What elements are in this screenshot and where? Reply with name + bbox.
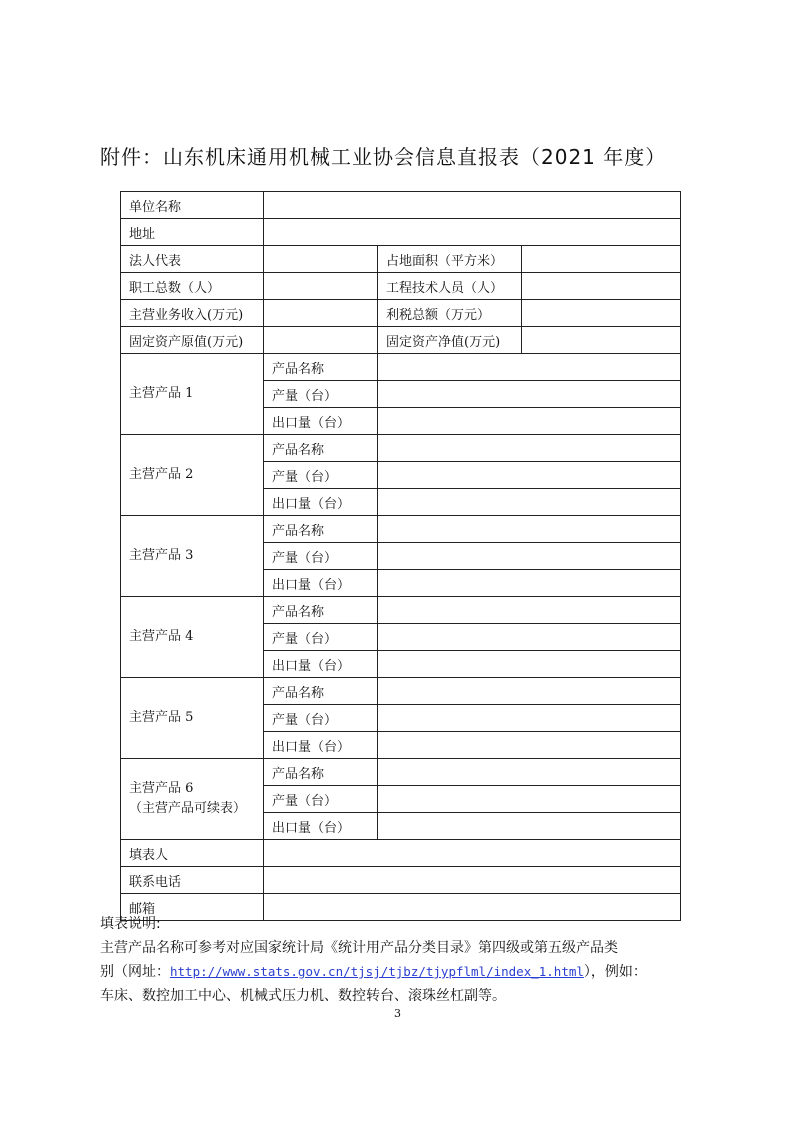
- output-label: 产量（台）: [264, 705, 378, 732]
- unit-name-label: 单位名称: [121, 192, 264, 219]
- product-name-label: 产品名称: [264, 597, 378, 624]
- info-report-form: [120, 191, 681, 921]
- table-row: [121, 192, 681, 219]
- table-row: [121, 840, 681, 867]
- export-label: 出口量（台）: [264, 570, 378, 597]
- product-group-label: 主营产品 3: [121, 516, 264, 597]
- product-group-label: 主营产品 4: [121, 597, 264, 678]
- output-label: 产量（台）: [264, 462, 378, 489]
- output-field[interactable]: [378, 381, 681, 408]
- total-tax-field[interactable]: [522, 300, 681, 327]
- product-name-field[interactable]: [378, 516, 681, 543]
- fixed-assets-original-field[interactable]: [264, 327, 378, 354]
- export-field[interactable]: [378, 570, 681, 597]
- export-label: 出口量（台）: [264, 651, 378, 678]
- product-name-label: 产品名称: [264, 435, 378, 462]
- output-label: 产量（台）: [264, 543, 378, 570]
- land-area-label: 占地面积（平方米）: [378, 246, 522, 273]
- export-field[interactable]: [378, 408, 681, 435]
- fixed-assets-original-label: 固定资产原值(万元): [121, 327, 264, 354]
- total-staff-label: 职工总数（人）: [121, 273, 264, 300]
- product-group-label: 主营产品 1: [121, 354, 264, 435]
- table-row: [121, 867, 681, 894]
- product-group-6: [121, 759, 681, 786]
- product-name-label: 产品名称: [264, 354, 378, 381]
- legal-rep-label: 法人代表: [121, 246, 264, 273]
- product-group-4: [121, 597, 681, 624]
- product-group-3: [121, 516, 681, 543]
- table-row: [121, 219, 681, 246]
- phone-field[interactable]: [264, 867, 681, 894]
- export-field[interactable]: [378, 489, 681, 516]
- export-field[interactable]: [378, 651, 681, 678]
- legal-rep-field[interactable]: [264, 246, 378, 273]
- product-name-field[interactable]: [378, 759, 681, 786]
- product-group-label: 主营产品 5: [121, 678, 264, 759]
- output-label: 产量（台）: [264, 786, 378, 813]
- filled-by-label: 填表人: [121, 840, 264, 867]
- output-field[interactable]: [378, 462, 681, 489]
- page-title: 附件：山东机床通用机械工业协会信息直报表（2021 年度）: [100, 145, 667, 169]
- email-label: 邮箱: [121, 894, 264, 921]
- page-number: 3: [394, 1007, 401, 1020]
- output-field[interactable]: [378, 705, 681, 732]
- export-field[interactable]: [378, 732, 681, 759]
- export-field[interactable]: [378, 813, 681, 840]
- output-label: 产量（台）: [264, 624, 378, 651]
- main-revenue-field[interactable]: [264, 300, 378, 327]
- land-area-field[interactable]: [522, 246, 681, 273]
- product-name-label: 产品名称: [264, 678, 378, 705]
- phone-label: 联系电话: [121, 867, 264, 894]
- export-label: 出口量（台）: [264, 732, 378, 759]
- table-row: [121, 327, 681, 354]
- output-label: 产量（台）: [264, 381, 378, 408]
- total-tax-label: 利税总额（万元）: [378, 300, 522, 327]
- output-field[interactable]: [378, 624, 681, 651]
- product-name-field[interactable]: [378, 678, 681, 705]
- engineers-field[interactable]: [522, 273, 681, 300]
- export-label: 出口量（台）: [264, 813, 378, 840]
- total-staff-field[interactable]: [264, 273, 378, 300]
- product-group-2: [121, 435, 681, 462]
- export-label: 出口量（台）: [264, 489, 378, 516]
- address-field[interactable]: [264, 219, 681, 246]
- product-name-field[interactable]: [378, 435, 681, 462]
- main-revenue-label: 主营业务收入(万元): [121, 300, 264, 327]
- table-row: [121, 273, 681, 300]
- address-label: 地址: [121, 219, 264, 246]
- fixed-assets-net-label: 固定资产净值(万元): [378, 327, 522, 354]
- product-group-label: 主营产品 6 （主营产品可续表）: [121, 759, 264, 840]
- export-label: 出口量（台）: [264, 408, 378, 435]
- table-row: [121, 246, 681, 273]
- product-group-5: [121, 678, 681, 705]
- product-name-label: 产品名称: [264, 759, 378, 786]
- instructions-line: 别（网址：http://www.stats.gov.cn/tjsj/tjbz/tjypflml/index_1.html），例如：: [100, 964, 647, 980]
- continuation-note: （主营产品可续表）: [129, 801, 247, 816]
- fill-instructions: [100, 912, 715, 1008]
- output-field[interactable]: [378, 786, 681, 813]
- product-group-1: [121, 354, 681, 381]
- filled-by-field[interactable]: [264, 840, 681, 867]
- engineers-label: 工程技术人员（人）: [378, 273, 522, 300]
- fixed-assets-net-field[interactable]: [522, 327, 681, 354]
- product-group-label: 主营产品 2: [121, 435, 264, 516]
- output-field[interactable]: [378, 543, 681, 570]
- product-name-label: 产品名称: [264, 516, 378, 543]
- product-name-field[interactable]: [378, 354, 681, 381]
- table-row: [121, 300, 681, 327]
- stats-catalog-link[interactable]: http://www.stats.gov.cn/tjsj/tjbz/tjypflml/index_1.html: [170, 964, 584, 979]
- instructions-line: 车床、数控加工中心、机械式压力机、数控转台、滚珠丝杠副等。: [100, 988, 506, 1004]
- product-name-field[interactable]: [378, 597, 681, 624]
- instructions-heading: 填表说明:: [100, 916, 161, 932]
- unit-name-field[interactable]: [264, 192, 681, 219]
- instructions-line: 主营产品名称可参考对应国家统计局《统计用产品分类目录》第四级或第五级产品类: [100, 940, 618, 956]
